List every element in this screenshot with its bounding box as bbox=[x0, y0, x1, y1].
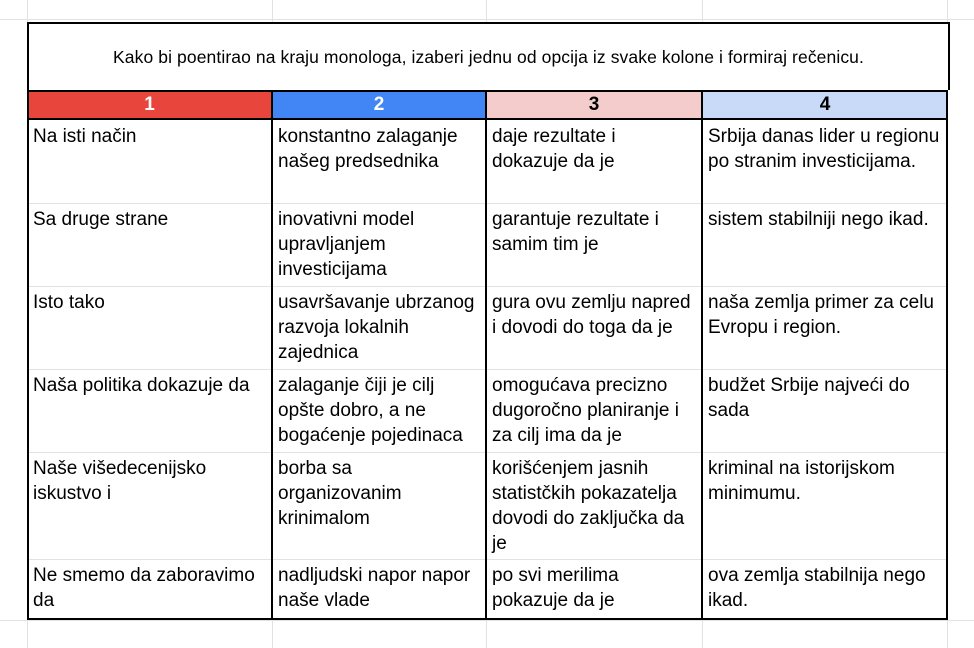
instruction-cell[interactable] bbox=[27, 22, 950, 90]
option-cell[interactable]: po svi merilima pokazuje da je bbox=[492, 565, 619, 611]
option-cell[interactable]: korišćenjem jasnih statistčkih pokazatelja dovodi do zaključka da je bbox=[492, 458, 685, 554]
option-cell[interactable]: Naša politika dokazuje da bbox=[33, 375, 250, 396]
option-cell[interactable]: Na isti način bbox=[33, 126, 137, 147]
option-cell[interactable]: Srbija danas lider u regionu po stranim investicijama. bbox=[708, 126, 940, 172]
option-cell[interactable]: nadljudski napor napor naše vlade bbox=[278, 565, 471, 611]
option-cell[interactable]: gura ovu zemlju napred i dovodi do toga da je bbox=[492, 292, 691, 338]
column-header-2[interactable]: 2 bbox=[272, 90, 486, 120]
option-cell[interactable]: Isto tako bbox=[33, 292, 105, 313]
option-cell[interactable]: borba sa organizovanim krinimalom bbox=[278, 458, 402, 529]
option-cell[interactable]: usavršavanje ubrzanog razvoja lokalnih zajednica bbox=[278, 292, 475, 363]
column-header-1[interactable]: 1 bbox=[27, 90, 272, 120]
option-cell[interactable]: daje rezultate i dokazuje da je bbox=[492, 126, 616, 172]
column-header-4[interactable]: 4 bbox=[702, 90, 948, 120]
option-cell[interactable]: sistem stabilniji nego ikad. bbox=[708, 209, 929, 230]
option-cell[interactable]: garantuje rezultate i samim tim je bbox=[492, 209, 659, 255]
option-cell[interactable]: Naše višedecenijsko iskustvo i bbox=[33, 458, 207, 504]
options-table bbox=[27, 22, 948, 620]
option-cell[interactable]: budžet Srbije najveći do sada bbox=[708, 375, 910, 421]
option-cell[interactable]: Sa druge strane bbox=[33, 209, 169, 230]
option-cell[interactable]: naša zemlja primer za celu Evropu i region. bbox=[708, 292, 934, 338]
option-cell[interactable]: konstantno zalaganje našeg predsednika bbox=[278, 126, 458, 172]
option-cell[interactable]: inovativni model upravljanjem investicijama bbox=[278, 209, 415, 280]
option-cell[interactable]: ova zemlja stabilnija nego ikad. bbox=[708, 565, 926, 611]
option-cell[interactable]: Ne smemo da zaboravimo da bbox=[33, 565, 255, 611]
option-cell[interactable]: zalaganje čiji je cilj opšte dobro, a ne bogaćenje pojedinaca bbox=[278, 375, 463, 446]
option-cell[interactable]: omogućava precizno dugoročno planiranje i za cilj ima da je bbox=[492, 375, 679, 446]
column-header-3[interactable]: 3 bbox=[486, 90, 702, 120]
option-cell[interactable]: kriminal na istorijskom minimumu. bbox=[708, 458, 895, 504]
instruction-text: Kako bi poentirao na kraju monologa, izaberi jednu od opcija iz svake kolone i formiraj rečenicu. bbox=[113, 46, 864, 67]
